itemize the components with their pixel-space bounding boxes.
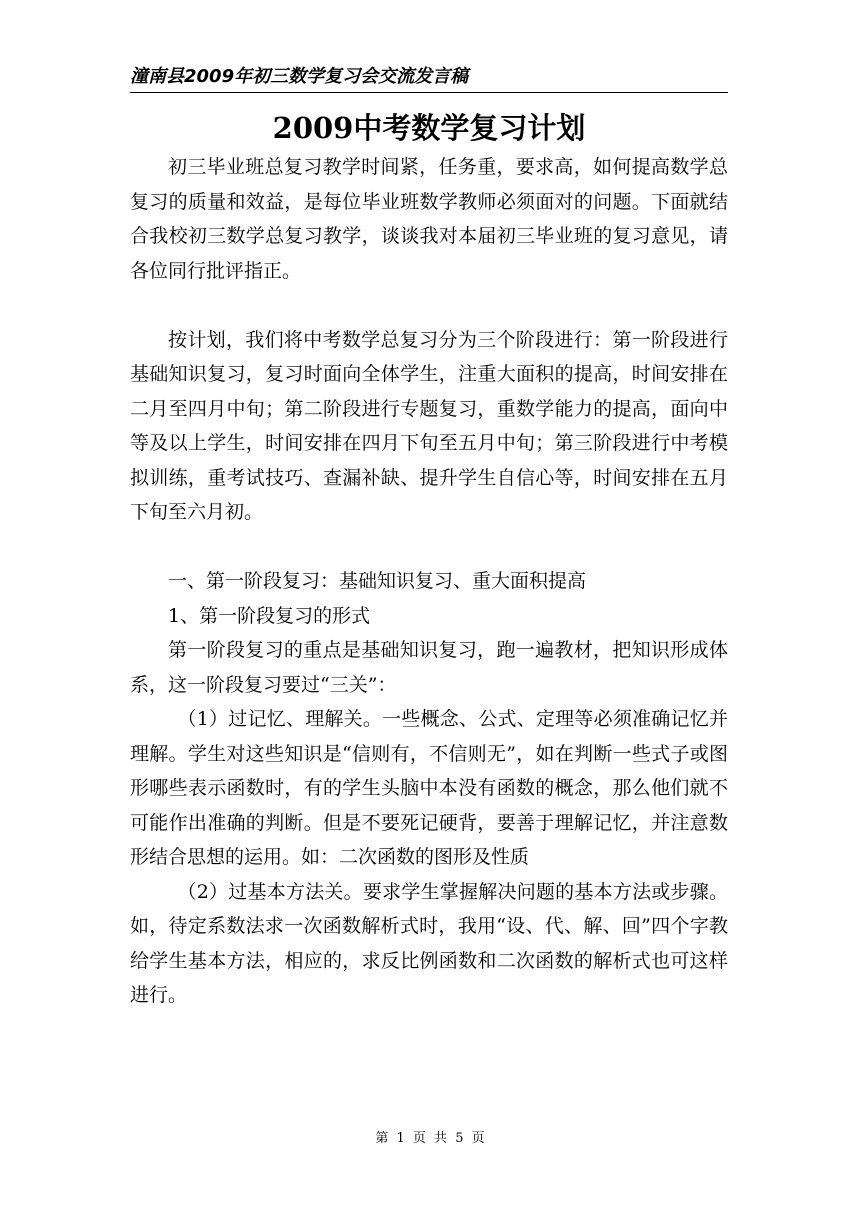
running-header: 潼南县2009年初三数学复习会交流发言稿: [130, 66, 469, 87]
paragraph-intro: 初三毕业班总复习教学时间紧，任务重，要求高，如何提高数学总复习的质量和效益，是每位毕业班数学教师必须面对的问题。下面就结合我校初三数学总复习教学，谈谈我对本届初三毕业班的复习意见，请各位同行批评指正。: [130, 156, 728, 282]
paragraph-stage1: 第一阶段复习的重点是基础知识复习，跑一遍教材，把知识形成体系，这一阶段复习要过“三关”：: [130, 639, 728, 696]
page-number-footer: 第 1 页 共 5 页: [375, 1131, 485, 1146]
paragraph-plan: 按计划，我们将中考数学总复习分为三个阶段进行：第一阶段进行基础知识复习，复习时面向全体学生，注重大面积的提高，时间安排在二月至四月中旬；第二阶段进行专题复习，重数学能力的提高，面向中等及以上学生，时间安排在四月下旬至五月中旬；第三阶段进行中考模拟训练，重考试技巧、查漏补缺、提升学生自信心等，时间安排在五月下旬至六月初。: [130, 328, 728, 523]
paragraph-point-2: （2）过基本方法关。要求学生掌握解决问题的基本方法或步骤。如，待定系数法求一次函数解析式时，我用“设、代、解、回”四个字教给学生基本方法，相应的，求反比例函数和二次函数的解析式也可这样进行。: [130, 880, 728, 1006]
document-body: [130, 150, 728, 1013]
paragraph-spacer: [130, 288, 728, 323]
subsection-heading-1: 1、第一阶段复习的形式: [168, 604, 371, 627]
paragraph-point-1: （1）过记忆、理解关。一些概念、公式、定理等必须准确记忆并理解。学生对这些知识是“信则有，不信则无”，如在判断一些式子或图形哪些表示函数时，有的学生头脑中本没有函数的概念，那么他们就不可能作出准确的判断。但是不要死记硬背，要善于理解记忆，并注意数形结合思想的运用。如：二次函数的图形及性质: [130, 708, 728, 868]
document-title: 2009中考数学复习计划: [272, 111, 586, 145]
section-heading-1: 一、第一阶段复习：基础知识复习、重大面积提高: [168, 570, 587, 592]
header-divider: [130, 92, 728, 93]
paragraph-spacer: [130, 530, 728, 565]
